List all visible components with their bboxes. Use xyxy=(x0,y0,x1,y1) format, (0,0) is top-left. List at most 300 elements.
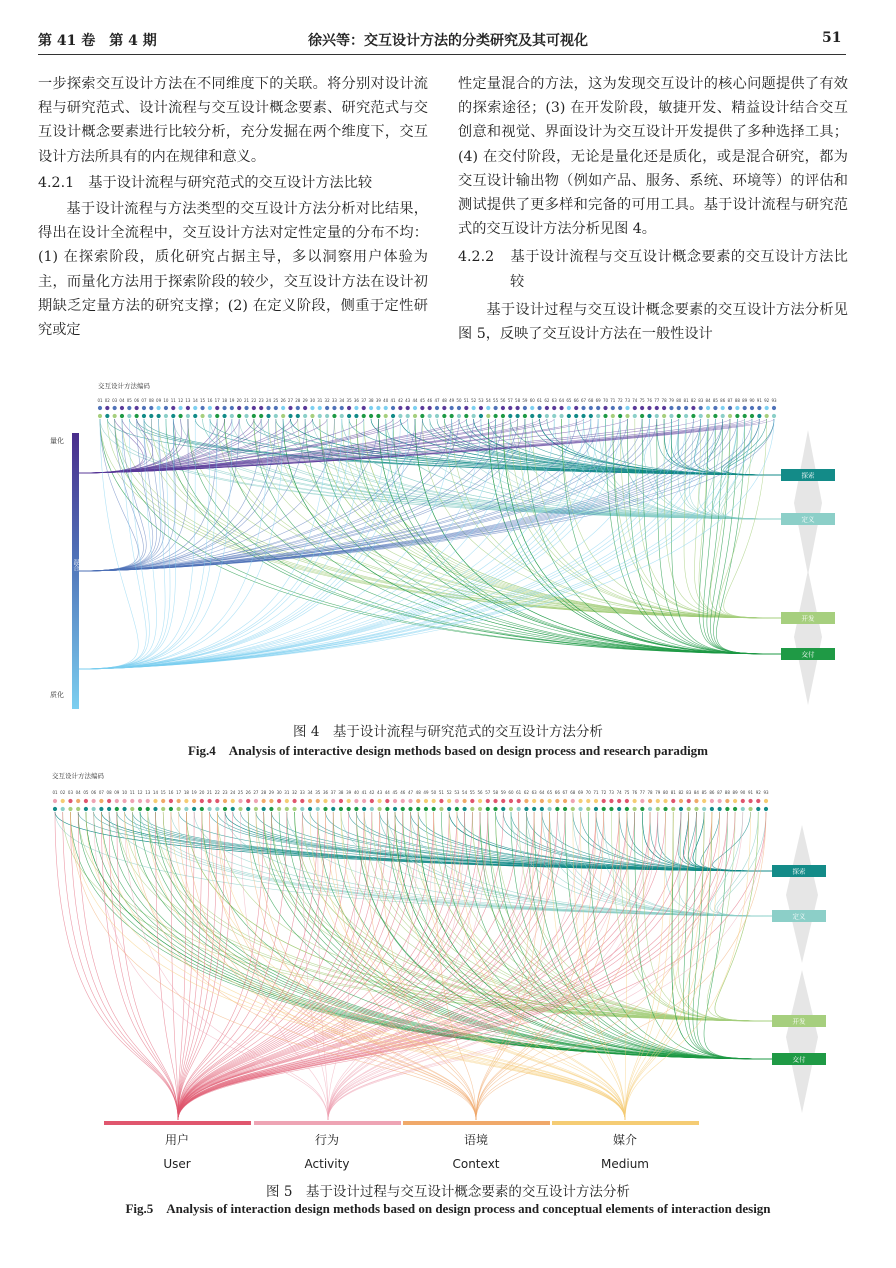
stage-name: 定义 xyxy=(792,912,806,921)
method-code-label: 59 xyxy=(522,398,528,403)
method-dot xyxy=(207,807,211,811)
concept-element-bar xyxy=(104,1121,251,1125)
method-dot xyxy=(435,414,439,418)
fig4-paradigm-quant: 量化 xyxy=(50,437,64,445)
method-dot xyxy=(200,414,204,418)
method-code-label: 79 xyxy=(655,790,661,795)
method-dot xyxy=(92,807,96,811)
method-dot xyxy=(99,799,103,803)
method-dot xyxy=(567,406,571,410)
method-code-label: 86 xyxy=(709,790,715,795)
method-dot xyxy=(540,807,544,811)
fig5-stage-diamond-bottom xyxy=(786,970,818,1113)
link-curve xyxy=(717,812,772,916)
method-code-label: 65 xyxy=(547,790,553,795)
method-dot xyxy=(765,414,769,418)
method-dot xyxy=(215,406,219,410)
method-dot xyxy=(648,799,652,803)
method-code-label: 04 xyxy=(75,790,81,795)
method-dot xyxy=(706,414,710,418)
fig4-method-dots xyxy=(98,406,776,418)
method-dot xyxy=(200,406,204,410)
concept-element-en: Activity xyxy=(304,1157,350,1171)
method-dot xyxy=(347,414,351,418)
method-code-label: 79 xyxy=(668,398,674,403)
method-dot xyxy=(455,807,459,811)
method-code-label: 77 xyxy=(639,790,645,795)
method-dot xyxy=(68,807,72,811)
method-dot xyxy=(161,799,165,803)
method-dot xyxy=(486,406,490,410)
method-dot xyxy=(161,807,165,811)
method-dot xyxy=(303,406,307,410)
method-dot xyxy=(285,799,289,803)
method-code-label: 41 xyxy=(361,790,367,795)
method-dot xyxy=(741,799,745,803)
method-dot xyxy=(406,406,410,410)
method-dot xyxy=(493,807,497,811)
method-dot xyxy=(105,406,109,410)
method-dot xyxy=(391,414,395,418)
journal-volume: 第 41 卷 第 4 期 xyxy=(38,33,157,49)
method-dot xyxy=(115,799,119,803)
method-code-label: 24 xyxy=(230,790,236,795)
section-heading-4-2-2 xyxy=(458,245,848,293)
link-curve xyxy=(318,812,328,1120)
method-code-label: 37 xyxy=(330,790,336,795)
method-dot xyxy=(408,799,412,803)
link-curve xyxy=(109,812,178,1120)
method-dot xyxy=(135,414,139,418)
method-code-label: 35 xyxy=(315,790,321,795)
method-dot xyxy=(252,406,256,410)
method-code-label: 11 xyxy=(170,398,176,403)
method-dot xyxy=(153,799,157,803)
stage-name: 开发 xyxy=(801,614,815,623)
right-column xyxy=(458,72,848,346)
method-dot xyxy=(113,414,117,418)
method-dot xyxy=(633,807,637,811)
method-dot xyxy=(200,807,204,811)
method-dot xyxy=(169,799,173,803)
stage-label xyxy=(772,1015,826,1027)
method-code-label: 58 xyxy=(515,398,521,403)
method-code-label: 83 xyxy=(698,398,704,403)
method-code-label: 50 xyxy=(456,398,462,403)
method-dot xyxy=(508,414,512,418)
method-code-label: 75 xyxy=(624,790,630,795)
method-dot xyxy=(184,799,188,803)
method-dot xyxy=(702,799,706,803)
method-code-label: 70 xyxy=(602,398,609,403)
method-dot xyxy=(486,807,490,811)
method-dot xyxy=(259,414,263,418)
method-code-label: 06 xyxy=(91,790,97,795)
method-dot xyxy=(662,406,666,410)
method-code-label: 50 xyxy=(431,790,437,795)
method-dot xyxy=(563,799,567,803)
method-dot xyxy=(408,807,412,811)
paragraph: 基于设计流程与方法类型的交互设计方法分析对比结果，得出在设计全流程中，交互设计方法对定性定量的分布不均：(1) 在探索阶段，质化研究占据主导，多以洞察用户体验为主，而量化方法用于探索阶段的较少，交互设计方法在设计初期缺乏定量方法的研究支撑；(2) 在定义阶段，侧重于定性研究或定 xyxy=(38,201,428,339)
method-dot xyxy=(625,414,629,418)
method-dot xyxy=(721,414,725,418)
method-dot xyxy=(406,414,410,418)
method-dot xyxy=(340,414,344,418)
method-dot xyxy=(611,406,615,410)
method-code-label: 68 xyxy=(570,790,576,795)
method-code-label: 15 xyxy=(160,790,166,795)
concept-element-en: Medium xyxy=(601,1157,649,1171)
method-dot xyxy=(84,807,88,811)
method-code-label: 63 xyxy=(551,398,557,403)
method-code-label: 25 xyxy=(237,790,244,795)
method-code-label: 33 xyxy=(331,398,337,403)
method-dot xyxy=(385,799,389,803)
method-code-label: 87 xyxy=(727,398,733,403)
link-curve xyxy=(305,419,781,654)
link-curve xyxy=(79,419,146,669)
method-code-label: 16 xyxy=(168,790,174,795)
method-dot xyxy=(625,406,629,410)
method-code-label: 08 xyxy=(106,790,112,795)
method-dot xyxy=(310,414,314,418)
method-code-label: 70 xyxy=(585,790,591,795)
fig5-caption-en: Fig.5 Analysis of interaction design methods based on design process and conceptual elements of interaction design xyxy=(125,1201,771,1216)
method-code-label: 73 xyxy=(608,790,614,795)
method-dot xyxy=(149,414,153,418)
link-curve xyxy=(678,812,772,1021)
method-dot xyxy=(524,807,528,811)
method-dot xyxy=(262,799,266,803)
method-dot xyxy=(718,799,722,803)
method-code-label: 49 xyxy=(449,398,455,403)
method-dot xyxy=(772,406,776,410)
method-dot xyxy=(215,414,219,418)
method-dot xyxy=(318,414,322,418)
method-dot xyxy=(370,807,374,811)
method-code-label: 02 xyxy=(104,398,110,403)
method-dot xyxy=(164,414,168,418)
method-dot xyxy=(98,406,102,410)
method-code-label: 90 xyxy=(740,790,746,795)
link-curve xyxy=(79,419,176,669)
method-code-label: 84 xyxy=(693,790,699,795)
method-dot xyxy=(472,406,476,410)
method-dot xyxy=(517,807,521,811)
method-dot xyxy=(266,414,270,418)
method-code-label: 31 xyxy=(317,398,323,403)
method-dot xyxy=(354,807,358,811)
method-dot xyxy=(424,807,428,811)
method-dot xyxy=(186,414,190,418)
method-dot xyxy=(193,414,197,418)
fig4-code-label: 交互设计方法编码 xyxy=(98,382,150,390)
fig4-paradigm-bar xyxy=(72,433,79,709)
method-dot xyxy=(617,807,621,811)
method-dot xyxy=(331,799,335,803)
concept-element xyxy=(552,1121,699,1171)
method-dot xyxy=(669,414,673,418)
method-dot xyxy=(130,799,134,803)
method-dot xyxy=(164,406,168,410)
method-dot xyxy=(691,414,695,418)
method-dot xyxy=(127,414,131,418)
method-code-label: 05 xyxy=(126,398,132,403)
link-curve xyxy=(449,812,772,1021)
method-dot xyxy=(718,807,722,811)
fig4-caption-cn: 图 4 基于设计流程与研究范式的交互设计方法分析 xyxy=(293,724,603,740)
method-dot xyxy=(523,414,527,418)
method-dot xyxy=(316,799,320,803)
method-dot xyxy=(277,799,281,803)
concept-element xyxy=(403,1121,550,1171)
method-code-label: 46 xyxy=(427,398,433,403)
method-code-label: 18 xyxy=(221,398,228,403)
stage-name: 定义 xyxy=(801,515,815,524)
method-dot xyxy=(494,414,498,418)
running-title: 徐兴等：交互设计方法的分类研究及其可视化 xyxy=(308,33,588,49)
method-code-label: 40 xyxy=(353,790,359,795)
method-code-label: 66 xyxy=(554,790,560,795)
method-dot xyxy=(428,414,432,418)
link-curve xyxy=(606,419,782,654)
concept-element-bar xyxy=(403,1121,550,1125)
method-dot xyxy=(743,414,747,418)
method-dot xyxy=(757,406,761,410)
method-code-label: 92 xyxy=(764,398,770,403)
method-dot xyxy=(98,414,102,418)
fig5-method-dots xyxy=(53,799,768,811)
method-dot xyxy=(376,406,380,410)
method-code-label: 03 xyxy=(112,398,118,403)
method-code-label: 20 xyxy=(199,790,205,795)
method-code-label: 78 xyxy=(661,398,667,403)
method-dot xyxy=(416,807,420,811)
method-code-label: 19 xyxy=(191,790,197,795)
link-curve xyxy=(79,419,146,571)
method-code-label: 83 xyxy=(686,790,692,795)
method-code-label: 90 xyxy=(749,398,755,403)
method-code-label: 75 xyxy=(639,398,645,403)
method-dot xyxy=(679,799,683,803)
method-code-label: 27 xyxy=(253,790,259,795)
method-code-label: 17 xyxy=(176,790,182,795)
method-dot xyxy=(594,807,598,811)
method-code-label: 59 xyxy=(500,790,506,795)
method-dot xyxy=(339,799,343,803)
method-dot xyxy=(750,406,754,410)
link-curve xyxy=(140,812,772,871)
fig5-caption-cn: 图 5 基于设计过程与交互设计概念要素的交互设计方法分析 xyxy=(266,1184,630,1200)
method-dot xyxy=(555,807,559,811)
method-code-label: 67 xyxy=(562,790,568,795)
fig5-stage-diamond-top xyxy=(786,825,818,963)
method-code-label: 02 xyxy=(60,790,66,795)
link-curve xyxy=(100,419,781,618)
method-dot xyxy=(384,406,388,410)
method-dot xyxy=(548,807,552,811)
method-dot xyxy=(517,799,521,803)
method-dot xyxy=(384,414,388,418)
method-code-label: 88 xyxy=(724,790,730,795)
method-dot xyxy=(470,799,474,803)
method-code-label: 81 xyxy=(683,398,689,403)
method-code-label: 14 xyxy=(192,398,198,403)
method-code-label: 46 xyxy=(400,790,406,795)
method-dot xyxy=(192,807,196,811)
method-code-label: 20 xyxy=(236,398,242,403)
method-dot xyxy=(640,799,644,803)
method-dot xyxy=(530,406,534,410)
method-dot xyxy=(523,406,527,410)
stage-name: 探索 xyxy=(792,867,806,876)
method-code-label: 86 xyxy=(720,398,726,403)
method-code-label: 51 xyxy=(463,398,469,403)
method-code-label: 26 xyxy=(245,790,251,795)
paragraph: 基于设计过程与交互设计概念要素的交互设计方法分析见图 5，反映了交互设计方法在一般性设计 xyxy=(458,301,848,343)
method-code-label: 37 xyxy=(361,398,367,403)
method-dot xyxy=(713,406,717,410)
method-code-label: 57 xyxy=(485,790,491,795)
method-code-label: 93 xyxy=(771,398,777,403)
section-heading-4-2-1: 4.2.1 基于设计流程与研究范式的交互设计方法比较 xyxy=(38,174,373,191)
link-curve xyxy=(619,812,772,1021)
method-dot xyxy=(347,799,351,803)
method-dot xyxy=(750,414,754,418)
method-dot xyxy=(508,406,512,410)
method-code-label: 62 xyxy=(544,398,550,403)
method-dot xyxy=(555,799,559,803)
method-code-label: 31 xyxy=(284,790,290,795)
method-code-label: 22 xyxy=(214,790,220,795)
method-dot xyxy=(493,799,497,803)
method-dot xyxy=(609,807,613,811)
stage-name: 开发 xyxy=(792,1017,806,1026)
link-curve xyxy=(715,812,772,1021)
method-dot xyxy=(486,799,490,803)
method-dot xyxy=(733,799,737,803)
method-dot xyxy=(609,799,613,803)
method-dot xyxy=(594,799,598,803)
method-dot xyxy=(687,799,691,803)
method-dot xyxy=(401,807,405,811)
method-dot xyxy=(277,807,281,811)
method-dot xyxy=(207,799,211,803)
method-dot xyxy=(274,414,278,418)
method-code-label: 42 xyxy=(369,790,375,795)
method-dot xyxy=(532,807,536,811)
method-dot xyxy=(509,807,513,811)
method-dot xyxy=(442,406,446,410)
method-dot xyxy=(362,799,366,803)
method-dot xyxy=(237,406,241,410)
method-code-label: 56 xyxy=(500,398,506,403)
method-dot xyxy=(420,406,424,410)
concept-element xyxy=(254,1121,401,1171)
method-dot xyxy=(486,414,490,418)
method-dot xyxy=(142,414,146,418)
figure-5-chart xyxy=(0,765,896,1180)
method-dot xyxy=(581,414,585,418)
method-dot xyxy=(663,799,667,803)
method-dot xyxy=(244,414,248,418)
method-dot xyxy=(76,799,80,803)
method-dot xyxy=(362,406,366,410)
method-dot xyxy=(548,799,552,803)
method-code-label: 21 xyxy=(243,398,250,403)
method-dot xyxy=(586,807,590,811)
method-dot xyxy=(571,799,575,803)
method-code-label: 81 xyxy=(670,790,676,795)
method-dot xyxy=(391,406,395,410)
method-dot xyxy=(462,799,466,803)
method-dot xyxy=(347,807,351,811)
method-dot xyxy=(292,807,296,811)
method-dot xyxy=(149,406,153,410)
method-code-label: 43 xyxy=(377,790,383,795)
method-code-label: 18 xyxy=(183,790,189,795)
method-code-label: 63 xyxy=(531,790,537,795)
method-dot xyxy=(687,807,691,811)
stage-label xyxy=(781,648,835,660)
method-dot xyxy=(735,414,739,418)
method-code-label: 66 xyxy=(573,398,579,403)
method-code-label: 36 xyxy=(353,398,359,403)
method-dot xyxy=(192,799,196,803)
method-code-label: 36 xyxy=(322,790,329,795)
method-code-label: 67 xyxy=(580,398,587,403)
method-code-label: 06 xyxy=(134,398,140,403)
method-code-label: 54 xyxy=(462,790,468,795)
method-code-label: 05 xyxy=(83,790,89,795)
method-code-label: 23 xyxy=(258,398,264,403)
method-code-label: 24 xyxy=(265,398,272,403)
method-code-label: 12 xyxy=(178,398,184,403)
method-dot xyxy=(757,414,761,418)
method-dot xyxy=(515,406,519,410)
method-code-label: 69 xyxy=(577,790,584,795)
method-dot xyxy=(393,799,397,803)
method-dot xyxy=(618,414,622,418)
method-code-label: 35 xyxy=(346,398,352,403)
method-dot xyxy=(130,807,134,811)
method-dot xyxy=(323,799,327,803)
method-dot xyxy=(479,414,483,418)
method-dot xyxy=(76,807,80,811)
link-curve xyxy=(79,419,161,571)
method-dot xyxy=(602,799,606,803)
section-number: 4.2.2 xyxy=(458,249,495,266)
method-dot xyxy=(169,807,173,811)
method-dot xyxy=(447,807,451,811)
left-column xyxy=(38,72,428,342)
method-dot xyxy=(310,406,314,410)
method-dot xyxy=(281,414,285,418)
paragraph: 一步探索交互设计方法在不同维度下的关联。将分别对设计流程与研究范式、设计流程与交互设计概念要素、研究范式与交互设计概念要素进行比较分析，充分发掘在两个维度下，交互设计方法所具有的内在规律和意义。 xyxy=(38,76,428,165)
method-dot xyxy=(603,414,607,418)
method-code-label: 26 xyxy=(280,398,286,403)
method-dot xyxy=(524,799,528,803)
method-code-label: 92 xyxy=(755,790,761,795)
method-dot xyxy=(393,807,397,811)
fig4-caption-en: Fig.4 Analysis of interactive design methods based on design process and research paradigm xyxy=(187,743,709,758)
link-curve xyxy=(79,419,217,571)
method-dot xyxy=(184,807,188,811)
method-dot xyxy=(53,807,57,811)
method-dot xyxy=(735,406,739,410)
method-dot xyxy=(138,807,142,811)
method-dot xyxy=(420,414,424,418)
